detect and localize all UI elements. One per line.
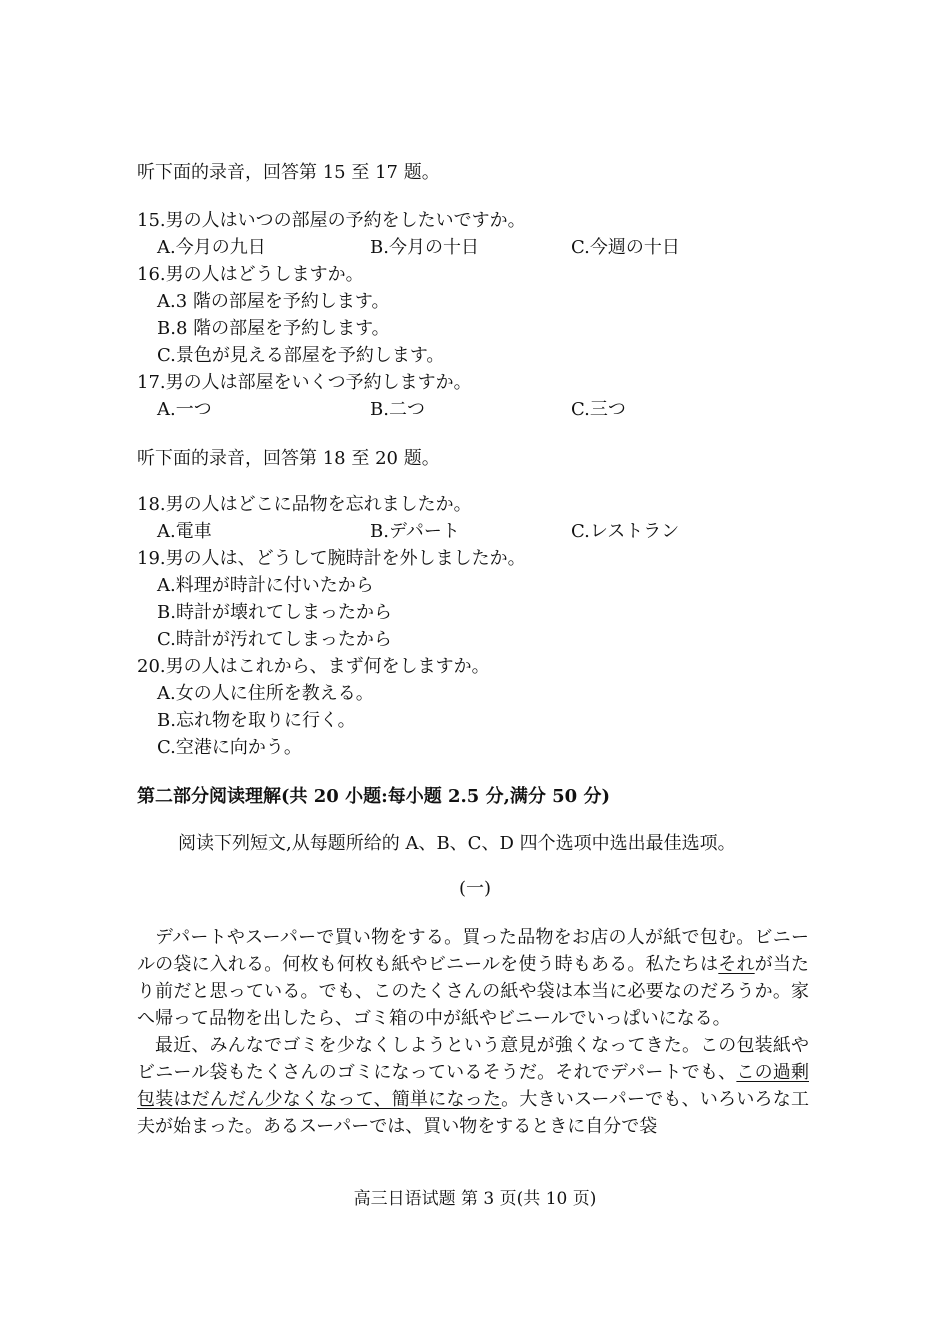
question-18: 18.男の人はどこに品物を忘れましたか。 [137,494,472,515]
paragraph-1 [137,924,809,1032]
paragraph-2-text-b: 。大きいスーパーでも、いろいろな工夫が始まった。あるスーパーでは、買い物をするときに自分で袋 [137,1089,809,1137]
underlined-phrase-1: それ [718,954,755,975]
q18-option-a: A.電車 [157,521,212,542]
question-20: 20.男の人はこれから、まず何をしますか。 [137,656,490,677]
q20-option-b: B.忘れ物を取りに行く。 [157,710,356,731]
q17-option-a: A.一つ [157,399,212,420]
passage-number: (一) [458,878,492,899]
paragraph-2-text-a: 最近、みんなでゴミを少なくしようという意見が強くなってきた。この包装紙やビニール袋もたくさんのゴミになっているそうだ。それでデパートでも、 [137,1035,809,1083]
part2-heading: 第二部分阅读理解(共 20 小题:每小题 2.5 分,满分 50 分) [137,786,610,807]
question-15: 15.男の人はいつの部屋の予約をしたいですか。 [137,210,526,231]
underlined-phrase-2: この過剰包装はだんだん少なくなって、簡単になった [137,1062,809,1110]
q17-option-c: C.三つ [571,399,626,420]
q16-option-b: B.8 階の部屋を予約します。 [157,318,390,339]
question-17: 17.男の人は部屋をいくつ予約しますか。 [137,372,472,393]
paragraph-1-text-a: デパートやスーパーで買い物をする。買った品物をお店の人が紙で包む。ビニールの袋に入れる。何枚も何枚も紙やビニールを使う時もある。私たちは [137,927,809,975]
passage-body [137,924,809,1140]
q20-option-a: A.女の人に住所を教える。 [157,683,374,704]
q20-option-c: C.空港に向かう。 [157,737,302,758]
q19-option-b: B.時計が壊れてしまったから [157,602,392,623]
q16-option-c: C.景色が見える部屋を予約します。 [157,345,445,366]
paragraph-2 [137,1032,809,1140]
q19-option-a: A.料理が時計に付いたから [157,575,374,596]
q19-option-c: C.時計が汚れてしまったから [157,629,392,650]
paragraph-1-text-b: が当たり前だと思っている。でも、このたくさんの紙や袋は本当に必要なのだろうか。家へ帰って品物を出したら、ゴミ箱の中が紙やビニールでいっぱいになる。 [137,954,810,1029]
q17-option-b: B.二つ [370,399,425,420]
page-footer: 高三日语试题 第 3 页(共 10 页) [353,1189,597,1209]
q16-option-a: A.3 階の部屋を予約します。 [157,291,390,312]
q18-option-b: B.デパート [370,521,460,542]
part2-instruction: 阅读下列短文,从每题所给的 A、B、C、D 四个选项中选出最佳选项。 [178,833,736,854]
question-16: 16.男の人はどうしますか。 [137,264,364,285]
question-19: 19.男の人は、どうして腕時計を外しましたか。 [137,548,526,569]
q15-option-c: C.今週の十日 [571,237,680,258]
q15-option-a: A.今月の九日 [157,237,266,258]
q15-option-b: B.今月の十日 [370,237,479,258]
section2-intro: 听下面的录音，回答第 18 至 20 题。 [137,448,440,469]
section1-intro: 听下面的录音，回答第 15 至 17 题。 [137,162,440,183]
q18-option-c: C.レストラン [571,521,680,542]
